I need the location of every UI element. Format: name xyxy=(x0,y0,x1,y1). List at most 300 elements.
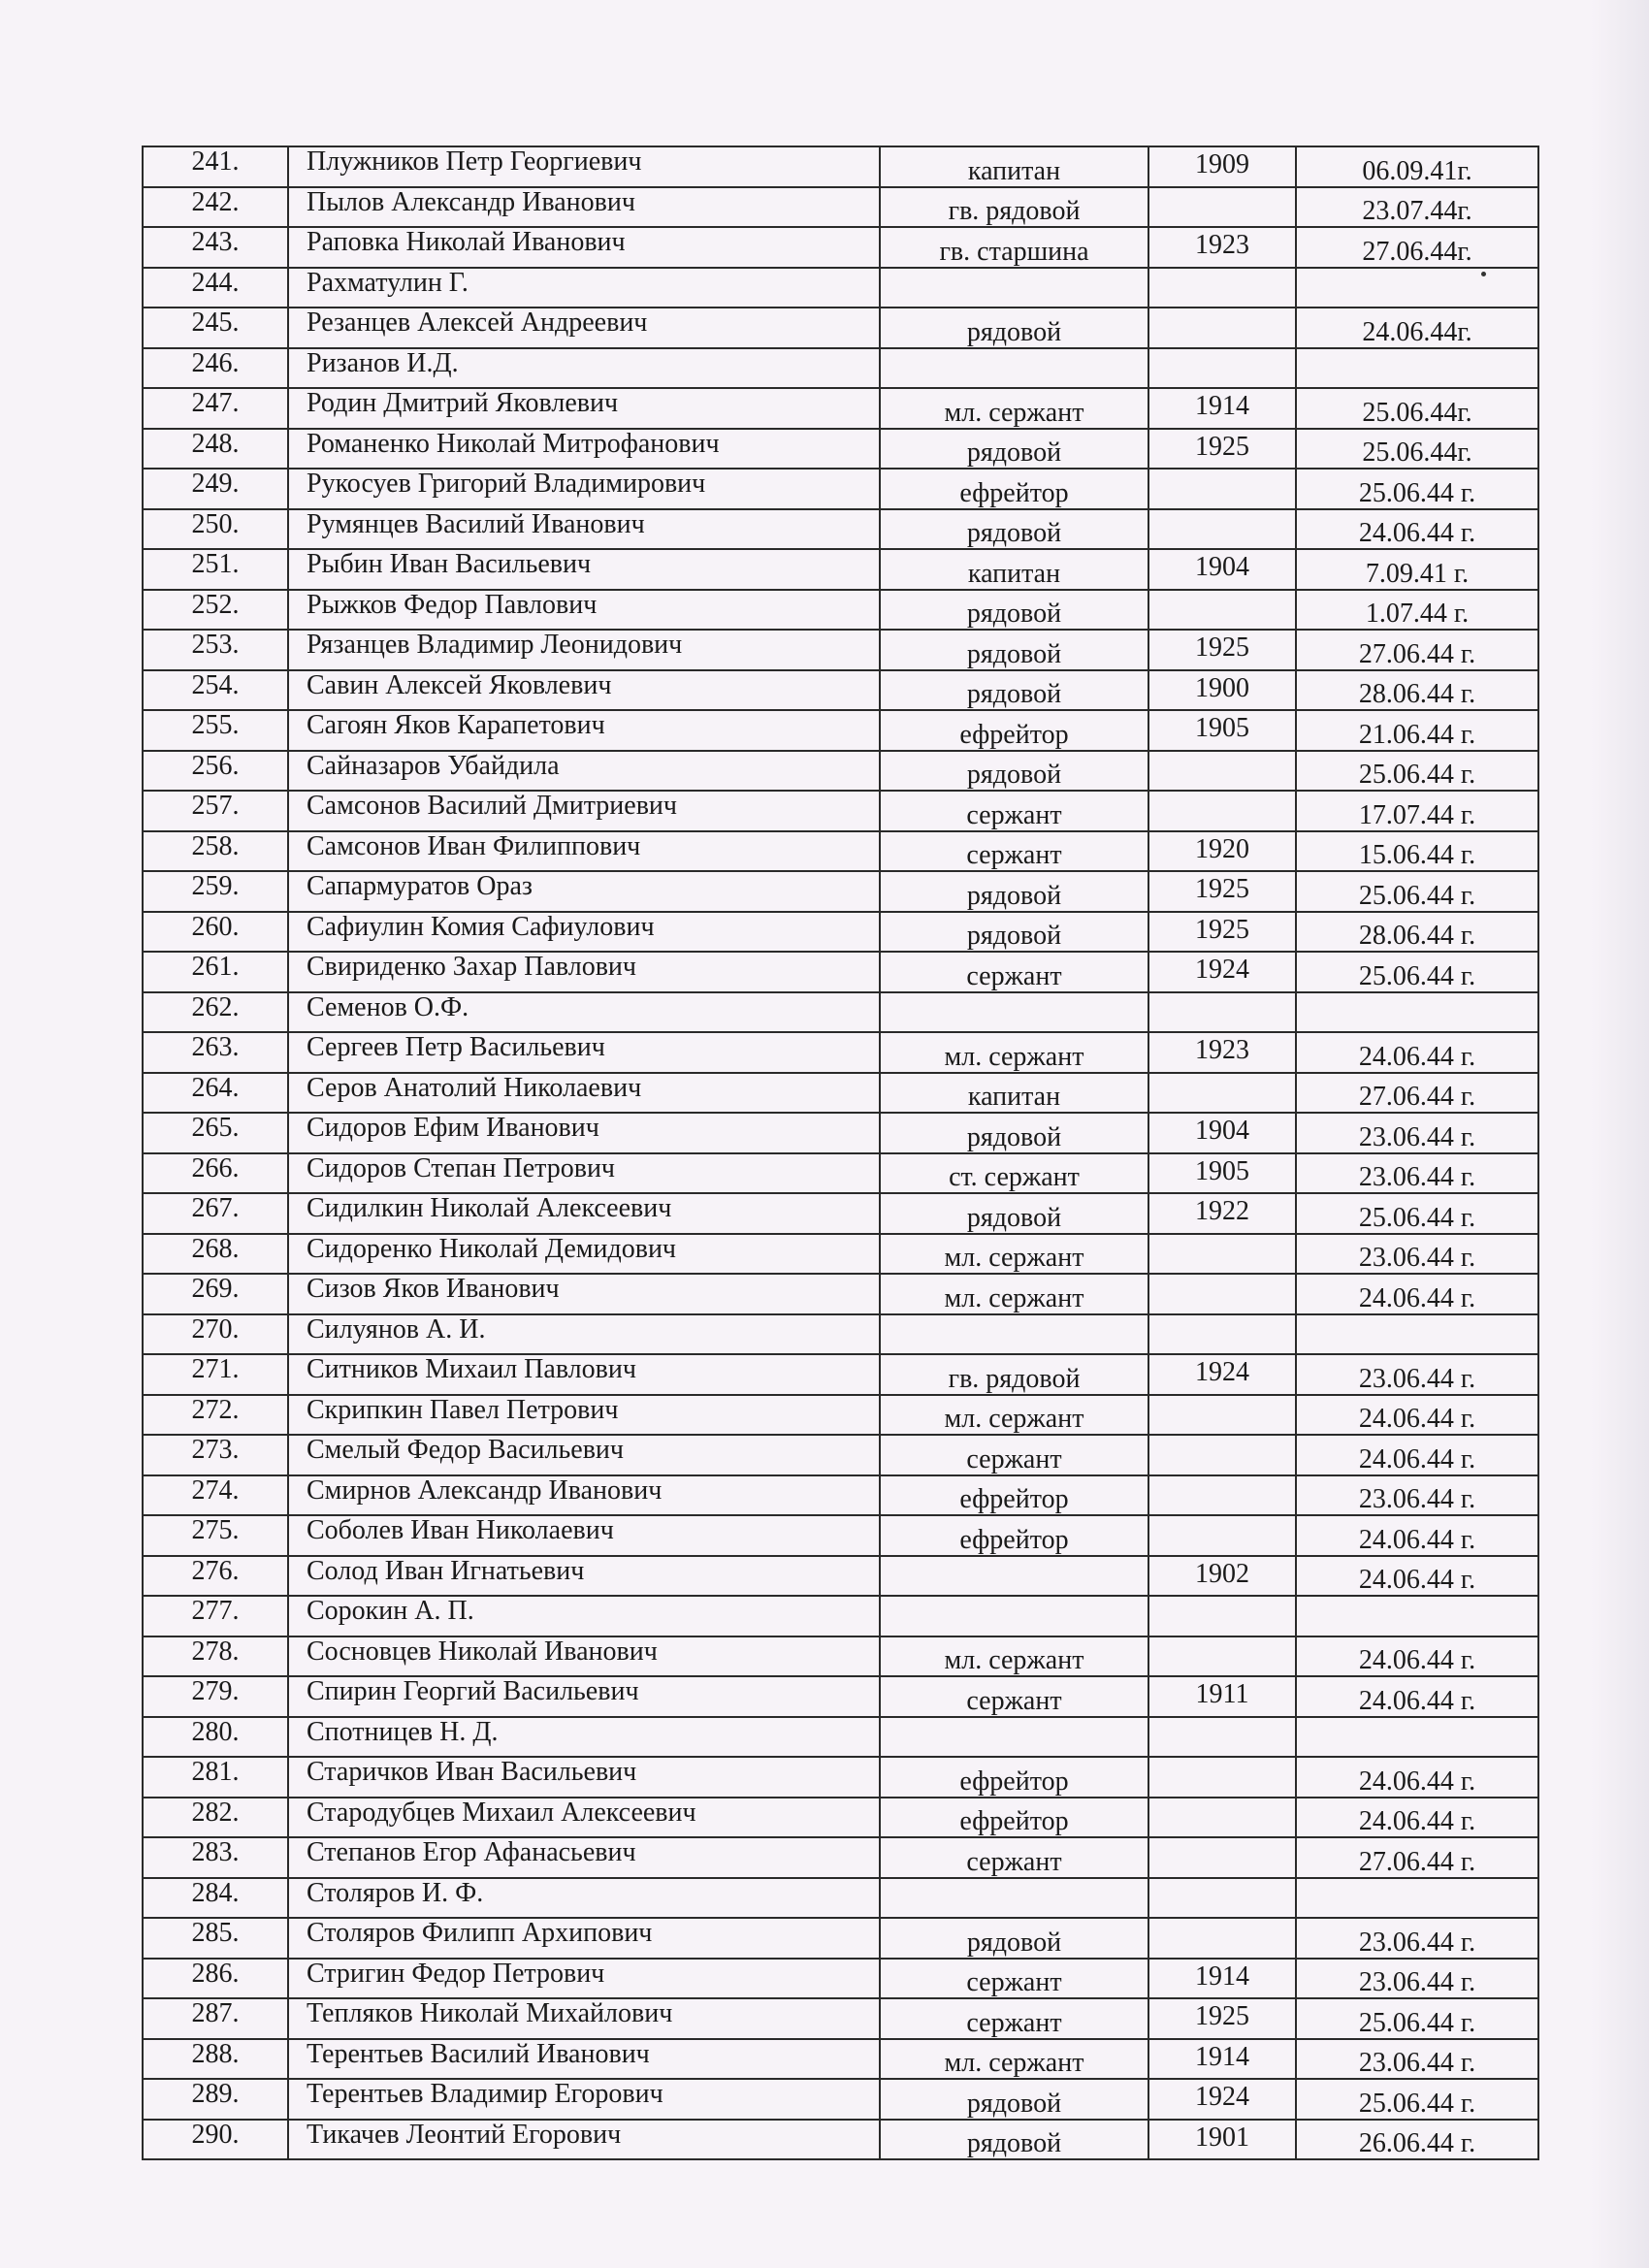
military-rank-cell xyxy=(880,1878,1148,1919)
date-of-death-cell: 24.06.44 г. xyxy=(1296,509,1538,550)
date-of-death-cell: 25.06.44г. xyxy=(1296,388,1538,429)
person-name-cell: Степанов Егор Афанасьевич xyxy=(288,1837,880,1878)
military-rank-cell xyxy=(880,1596,1148,1636)
row-number-cell: 264. xyxy=(143,1073,288,1114)
person-name-cell: Родин Дмитрий Яковлевич xyxy=(288,388,880,429)
table-row xyxy=(143,992,1538,1033)
birth-year-cell: 1924 xyxy=(1148,952,1296,992)
table-row xyxy=(143,1073,1538,1114)
person-name-cell: Спотницев Н. Д. xyxy=(288,1717,880,1758)
row-number-cell: 290. xyxy=(143,2120,288,2160)
date-of-death-cell: 24.06.44 г. xyxy=(1296,1515,1538,1556)
military-rank-cell: капитан xyxy=(880,549,1148,590)
date-of-death-cell: 06.09.41г. xyxy=(1296,146,1538,187)
row-number-cell: 267. xyxy=(143,1193,288,1234)
birth-year-cell xyxy=(1148,469,1296,509)
row-number-cell: 268. xyxy=(143,1234,288,1275)
person-name-cell: Сизов Яков Иванович xyxy=(288,1274,880,1314)
person-name-cell: Самсонов Василий Дмитриевич xyxy=(288,791,880,831)
table-row xyxy=(143,952,1538,992)
row-number-cell: 266. xyxy=(143,1153,288,1194)
row-number-cell: 288. xyxy=(143,2039,288,2080)
person-name-cell: Столяров Филипп Архипович xyxy=(288,1918,880,1959)
date-of-death-cell xyxy=(1296,992,1538,1033)
date-of-death-cell: 23.06.44 г. xyxy=(1296,1354,1538,1395)
table-row xyxy=(143,710,1538,751)
birth-year-cell xyxy=(1148,1798,1296,1838)
military-rank-cell: ефрейтор xyxy=(880,710,1148,751)
date-of-death-cell: 23.06.44 г. xyxy=(1296,1918,1538,1959)
person-name-cell: Рыбин Иван Васильевич xyxy=(288,549,880,590)
table-row xyxy=(143,1717,1538,1758)
date-of-death-cell: 23.06.44 г. xyxy=(1296,1475,1538,1516)
military-rank-cell xyxy=(880,268,1148,308)
military-rank-cell: рядовой xyxy=(880,509,1148,550)
birth-year-cell: 1925 xyxy=(1148,912,1296,953)
row-number-cell: 261. xyxy=(143,952,288,992)
row-number-cell: 278. xyxy=(143,1636,288,1677)
row-number-cell: 251. xyxy=(143,549,288,590)
person-name-cell: Рязанцев Владимир Леонидович xyxy=(288,630,880,670)
table-row xyxy=(143,1918,1538,1959)
table-row xyxy=(143,1878,1538,1919)
date-of-death-cell: 23.06.44 г. xyxy=(1296,1153,1538,1194)
birth-year-cell xyxy=(1148,1475,1296,1516)
military-rank-cell: мл. сержант xyxy=(880,2039,1148,2080)
row-number-cell: 276. xyxy=(143,1556,288,1597)
military-rank-cell: рядовой xyxy=(880,429,1148,470)
person-name-cell: Скрипкин Павел Петрович xyxy=(288,1395,880,1436)
table-row xyxy=(143,791,1538,831)
table-row xyxy=(143,1193,1538,1234)
row-number-cell: 253. xyxy=(143,630,288,670)
military-rank-cell: ефрейтор xyxy=(880,469,1148,509)
date-of-death-cell: 24.06.44 г. xyxy=(1296,1032,1538,1073)
person-name-cell: Сергеев Петр Васильевич xyxy=(288,1032,880,1073)
person-name-cell: Резанцев Алексей Андреевич xyxy=(288,308,880,348)
military-rank-cell: гв. старшина xyxy=(880,227,1148,268)
military-rank-cell: сержант xyxy=(880,1837,1148,1878)
date-of-death-cell: 24.06.44г. xyxy=(1296,308,1538,348)
person-name-cell: Соболев Иван Николаевич xyxy=(288,1515,880,1556)
table-row xyxy=(143,509,1538,550)
person-name-cell: Сайназаров Убайдила xyxy=(288,751,880,792)
person-name-cell: Семенов О.Ф. xyxy=(288,992,880,1033)
birth-year-cell xyxy=(1148,1515,1296,1556)
birth-year-cell: 1900 xyxy=(1148,670,1296,711)
date-of-death-cell xyxy=(1296,1314,1538,1355)
military-rank-cell: ефрейтор xyxy=(880,1515,1148,1556)
military-rank-cell: рядовой xyxy=(880,1918,1148,1959)
row-number-cell: 255. xyxy=(143,710,288,751)
birth-year-cell xyxy=(1148,1234,1296,1275)
birth-year-cell: 1925 xyxy=(1148,429,1296,470)
military-rank-cell: сержант xyxy=(880,1998,1148,2039)
military-rank-cell: сержант xyxy=(880,1676,1148,1717)
person-name-cell: Сидоренко Николай Демидович xyxy=(288,1234,880,1275)
person-name-cell: Сапармуратов Ораз xyxy=(288,871,880,912)
table-row xyxy=(143,630,1538,670)
birth-year-cell xyxy=(1148,1073,1296,1114)
table-row xyxy=(143,1757,1538,1798)
military-rank-cell: ефрейтор xyxy=(880,1757,1148,1798)
person-name-cell: Тепляков Николай Михайлович xyxy=(288,1998,880,2039)
table-row xyxy=(143,1274,1538,1314)
person-name-cell: Сорокин А. П. xyxy=(288,1596,880,1636)
person-name-cell: Плужников Петр Георгиевич xyxy=(288,146,880,187)
table-row xyxy=(143,1837,1538,1878)
row-number-cell: 257. xyxy=(143,791,288,831)
person-name-cell: Сафиулин Комия Сафиулович xyxy=(288,912,880,953)
table-row xyxy=(143,1676,1538,1717)
birth-year-cell: 1904 xyxy=(1148,1113,1296,1153)
row-number-cell: 252. xyxy=(143,590,288,631)
date-of-death-cell: 23.06.44 г. xyxy=(1296,1113,1538,1153)
birth-year-cell: 1923 xyxy=(1148,1032,1296,1073)
row-number-cell: 250. xyxy=(143,509,288,550)
row-number-cell: 280. xyxy=(143,1717,288,1758)
table-row xyxy=(143,1998,1538,2039)
table-row xyxy=(143,549,1538,590)
table-row xyxy=(143,1959,1538,1999)
birth-year-cell xyxy=(1148,1717,1296,1758)
military-rank-cell: рядовой xyxy=(880,871,1148,912)
military-rank-cell: мл. сержант xyxy=(880,1636,1148,1677)
person-name-cell: Сосновцев Николай Иванович xyxy=(288,1636,880,1677)
row-number-cell: 279. xyxy=(143,1676,288,1717)
row-number-cell: 271. xyxy=(143,1354,288,1395)
birth-year-cell xyxy=(1148,590,1296,631)
military-rank-cell xyxy=(880,1556,1148,1597)
table-row xyxy=(143,1153,1538,1194)
date-of-death-cell: 1.07.44 г. xyxy=(1296,590,1538,631)
table-row xyxy=(143,1435,1538,1475)
birth-year-cell: 1901 xyxy=(1148,2120,1296,2160)
row-number-cell: 272. xyxy=(143,1395,288,1436)
birth-year-cell xyxy=(1148,308,1296,348)
person-name-cell: Силуянов А. И. xyxy=(288,1314,880,1355)
birth-year-cell xyxy=(1148,1395,1296,1436)
row-number-cell: 287. xyxy=(143,1998,288,2039)
person-name-cell: Рахматулин Г. xyxy=(288,268,880,308)
date-of-death-cell: 24.06.44 г. xyxy=(1296,1757,1538,1798)
row-number-cell: 277. xyxy=(143,1596,288,1636)
date-of-death-cell: 21.06.44 г. xyxy=(1296,710,1538,751)
date-of-death-cell: 24.06.44 г. xyxy=(1296,1395,1538,1436)
date-of-death-cell: 26.06.44 г. xyxy=(1296,2120,1538,2160)
row-number-cell: 244. xyxy=(143,268,288,308)
military-rank-cell: ст. сержант xyxy=(880,1153,1148,1194)
person-name-cell: Стригин Федор Петрович xyxy=(288,1959,880,1999)
row-number-cell: 258. xyxy=(143,831,288,872)
date-of-death-cell: 28.06.44 г. xyxy=(1296,670,1538,711)
date-of-death-cell: 25.06.44 г. xyxy=(1296,1193,1538,1234)
page-edge-shadow xyxy=(1591,0,1649,2268)
military-rank-cell: рядовой xyxy=(880,2079,1148,2120)
birth-year-cell xyxy=(1148,1878,1296,1919)
person-name-cell: Ситников Михаил Павлович xyxy=(288,1354,880,1395)
birth-year-cell: 1925 xyxy=(1148,871,1296,912)
row-number-cell: 246. xyxy=(143,348,288,389)
military-rank-cell: рядовой xyxy=(880,1113,1148,1153)
military-rank-cell: рядовой xyxy=(880,1193,1148,1234)
date-of-death-cell: 24.06.44 г. xyxy=(1296,1556,1538,1597)
row-number-cell: 265. xyxy=(143,1113,288,1153)
birth-year-cell: 1909 xyxy=(1148,146,1296,187)
birth-year-cell: 1924 xyxy=(1148,2079,1296,2120)
military-rank-cell: ефрейтор xyxy=(880,1798,1148,1838)
person-name-cell: Тикачев Леонтий Егорович xyxy=(288,2120,880,2160)
birth-year-cell: 1905 xyxy=(1148,1153,1296,1194)
person-name-cell: Солод Иван Игнатьевич xyxy=(288,1556,880,1597)
row-number-cell: 281. xyxy=(143,1757,288,1798)
person-name-cell: Терентьев Владимир Егорович xyxy=(288,2079,880,2120)
birth-year-cell xyxy=(1148,1757,1296,1798)
military-rank-cell: рядовой xyxy=(880,630,1148,670)
date-of-death-cell: 25.06.44 г. xyxy=(1296,952,1538,992)
military-rank-cell: ефрейтор xyxy=(880,1475,1148,1516)
birth-year-cell: 1914 xyxy=(1148,388,1296,429)
table-row xyxy=(143,308,1538,348)
date-of-death-cell: 27.06.44 г. xyxy=(1296,630,1538,670)
table-row xyxy=(143,146,1538,187)
birth-year-cell xyxy=(1148,1636,1296,1677)
person-name-cell: Раповка Николай Иванович xyxy=(288,227,880,268)
birth-year-cell xyxy=(1148,187,1296,228)
row-number-cell: 243. xyxy=(143,227,288,268)
person-name-cell: Сидоров Степан Петрович xyxy=(288,1153,880,1194)
person-name-cell: Пылов Александр Иванович xyxy=(288,187,880,228)
birth-year-cell: 1923 xyxy=(1148,227,1296,268)
row-number-cell: 282. xyxy=(143,1798,288,1838)
row-number-cell: 241. xyxy=(143,146,288,187)
table-row xyxy=(143,2079,1538,2120)
table-row xyxy=(143,2120,1538,2160)
birth-year-cell: 1914 xyxy=(1148,1959,1296,1999)
table-row xyxy=(143,268,1538,308)
row-number-cell: 259. xyxy=(143,871,288,912)
person-name-cell: Терентьев Василий Иванович xyxy=(288,2039,880,2080)
table-row xyxy=(143,670,1538,711)
military-rank-cell: рядовой xyxy=(880,308,1148,348)
table-row xyxy=(143,1596,1538,1636)
table-row xyxy=(143,429,1538,470)
military-rank-cell: рядовой xyxy=(880,751,1148,792)
row-number-cell: 289. xyxy=(143,2079,288,2120)
date-of-death-cell: 28.06.44 г. xyxy=(1296,912,1538,953)
row-number-cell: 254. xyxy=(143,670,288,711)
birth-year-cell: 1911 xyxy=(1148,1676,1296,1717)
table-row xyxy=(143,1556,1538,1597)
person-name-cell: Свириденко Захар Павлович xyxy=(288,952,880,992)
person-name-cell: Ризанов И.Д. xyxy=(288,348,880,389)
person-name-cell: Стародубцев Михаил Алексеевич xyxy=(288,1798,880,1838)
military-rank-cell: рядовой xyxy=(880,912,1148,953)
birth-year-cell: 1904 xyxy=(1148,549,1296,590)
row-number-cell: 256. xyxy=(143,751,288,792)
person-name-cell: Смелый Федор Васильевич xyxy=(288,1435,880,1475)
row-number-cell: 286. xyxy=(143,1959,288,1999)
row-number-cell: 249. xyxy=(143,469,288,509)
row-number-cell: 274. xyxy=(143,1475,288,1516)
military-rank-cell: мл. сержант xyxy=(880,1274,1148,1314)
table-row xyxy=(143,590,1538,631)
military-rank-cell: сержант xyxy=(880,1959,1148,1999)
military-rank-cell: сержант xyxy=(880,791,1148,831)
table-row xyxy=(143,1636,1538,1677)
table-row xyxy=(143,348,1538,389)
row-number-cell: 284. xyxy=(143,1878,288,1919)
row-number-cell: 242. xyxy=(143,187,288,228)
row-number-cell: 285. xyxy=(143,1918,288,1959)
table-row xyxy=(143,1395,1538,1436)
table-row xyxy=(143,187,1538,228)
row-number-cell: 247. xyxy=(143,388,288,429)
birth-year-cell: 1902 xyxy=(1148,1556,1296,1597)
military-rank-cell: сержант xyxy=(880,831,1148,872)
date-of-death-cell: 7.09.41 г. xyxy=(1296,549,1538,590)
row-number-cell: 245. xyxy=(143,308,288,348)
date-of-death-cell: 25.06.44 г. xyxy=(1296,871,1538,912)
date-of-death-cell xyxy=(1296,1717,1538,1758)
date-of-death-cell: 27.06.44 г. xyxy=(1296,1837,1538,1878)
table-row xyxy=(143,1475,1538,1516)
military-rank-cell: рядовой xyxy=(880,670,1148,711)
military-rank-cell: гв. рядовой xyxy=(880,1354,1148,1395)
military-rank-cell: капитан xyxy=(880,1073,1148,1114)
table-row xyxy=(143,469,1538,509)
birth-year-cell: 1924 xyxy=(1148,1354,1296,1395)
date-of-death-cell: 24.06.44 г. xyxy=(1296,1676,1538,1717)
birth-year-cell xyxy=(1148,1596,1296,1636)
military-rank-cell: рядовой xyxy=(880,2120,1148,2160)
table-row xyxy=(143,1113,1538,1153)
person-name-cell: Румянцев Василий Иванович xyxy=(288,509,880,550)
table-row xyxy=(143,1515,1538,1556)
military-rank-cell xyxy=(880,992,1148,1033)
table-row xyxy=(143,1354,1538,1395)
date-of-death-cell: 24.06.44 г. xyxy=(1296,1798,1538,1838)
row-number-cell: 248. xyxy=(143,429,288,470)
date-of-death-cell: 23.06.44 г. xyxy=(1296,1959,1538,1999)
table-row xyxy=(143,1314,1538,1355)
row-number-cell: 275. xyxy=(143,1515,288,1556)
military-rank-cell: мл. сержант xyxy=(880,1395,1148,1436)
military-rank-cell: мл. сержант xyxy=(880,388,1148,429)
table-row xyxy=(143,1798,1538,1838)
date-of-death-cell: 25.06.44г. xyxy=(1296,429,1538,470)
table-row xyxy=(143,751,1538,792)
table-row xyxy=(143,2039,1538,2080)
table-row xyxy=(143,831,1538,872)
birth-year-cell xyxy=(1148,1918,1296,1959)
row-number-cell: 260. xyxy=(143,912,288,953)
row-number-cell: 270. xyxy=(143,1314,288,1355)
birth-year-cell xyxy=(1148,1274,1296,1314)
person-name-cell: Рыжков Федор Павлович xyxy=(288,590,880,631)
date-of-death-cell: 25.06.44 г. xyxy=(1296,751,1538,792)
roster-table-body xyxy=(143,146,1538,2159)
birth-year-cell: 1925 xyxy=(1148,630,1296,670)
birth-year-cell xyxy=(1148,509,1296,550)
birth-year-cell xyxy=(1148,268,1296,308)
person-name-cell: Столяров И. Ф. xyxy=(288,1878,880,1919)
person-name-cell: Сидоров Ефим Иванович xyxy=(288,1113,880,1153)
person-name-cell: Спирин Георгий Васильевич xyxy=(288,1676,880,1717)
date-of-death-cell xyxy=(1296,268,1538,308)
date-of-death-cell: 25.06.44 г. xyxy=(1296,1998,1538,2039)
birth-year-cell xyxy=(1148,791,1296,831)
date-of-death-cell: 27.06.44 г. xyxy=(1296,1073,1538,1114)
row-number-cell: 262. xyxy=(143,992,288,1033)
military-rank-cell xyxy=(880,1717,1148,1758)
person-name-cell: Савин Алексей Яковлевич xyxy=(288,670,880,711)
date-of-death-cell: 25.06.44 г. xyxy=(1296,2079,1538,2120)
date-of-death-cell: 25.06.44 г. xyxy=(1296,469,1538,509)
date-of-death-cell: 23.06.44 г. xyxy=(1296,1234,1538,1275)
table-row xyxy=(143,871,1538,912)
person-name-cell: Смирнов Александр Иванович xyxy=(288,1475,880,1516)
military-rank-cell: гв. рядовой xyxy=(880,187,1148,228)
military-rank-cell xyxy=(880,1314,1148,1355)
date-of-death-cell xyxy=(1296,1596,1538,1636)
person-name-cell: Самсонов Иван Филиппович xyxy=(288,831,880,872)
row-number-cell: 283. xyxy=(143,1837,288,1878)
birth-year-cell xyxy=(1148,1837,1296,1878)
row-number-cell: 269. xyxy=(143,1274,288,1314)
date-of-death-cell: 17.07.44 г. xyxy=(1296,791,1538,831)
row-number-cell: 273. xyxy=(143,1435,288,1475)
table-row xyxy=(143,227,1538,268)
birth-year-cell xyxy=(1148,348,1296,389)
person-name-cell: Рукосуев Григорий Владимирович xyxy=(288,469,880,509)
date-of-death-cell: 24.06.44 г. xyxy=(1296,1435,1538,1475)
birth-year-cell xyxy=(1148,1314,1296,1355)
birth-year-cell xyxy=(1148,751,1296,792)
date-of-death-cell: 24.06.44 г. xyxy=(1296,1636,1538,1677)
person-name-cell: Сидилкин Николай Алексеевич xyxy=(288,1193,880,1234)
military-rank-cell: мл. сержант xyxy=(880,1234,1148,1275)
date-of-death-cell: 27.06.44г. xyxy=(1296,227,1538,268)
date-of-death-cell xyxy=(1296,348,1538,389)
table-row xyxy=(143,912,1538,953)
table-row xyxy=(143,388,1538,429)
military-rank-cell xyxy=(880,348,1148,389)
birth-year-cell xyxy=(1148,992,1296,1033)
military-rank-cell: капитан xyxy=(880,146,1148,187)
roster-table xyxy=(142,146,1539,2160)
military-rank-cell: мл. сержант xyxy=(880,1032,1148,1073)
birth-year-cell: 1925 xyxy=(1148,1998,1296,2039)
birth-year-cell: 1905 xyxy=(1148,710,1296,751)
birth-year-cell: 1914 xyxy=(1148,2039,1296,2080)
table-row xyxy=(143,1234,1538,1275)
table-row xyxy=(143,1032,1538,1073)
military-rank-cell: сержант xyxy=(880,952,1148,992)
person-name-cell: Романенко Николай Митрофанович xyxy=(288,429,880,470)
date-of-death-cell xyxy=(1296,1878,1538,1919)
date-of-death-cell: 15.06.44 г. xyxy=(1296,831,1538,872)
birth-year-cell xyxy=(1148,1435,1296,1475)
military-rank-cell: сержант xyxy=(880,1435,1148,1475)
date-of-death-cell: 24.06.44 г. xyxy=(1296,1274,1538,1314)
person-name-cell: Сагоян Яков Карапетович xyxy=(288,710,880,751)
row-number-cell: 263. xyxy=(143,1032,288,1073)
date-of-death-cell: 23.07.44г. xyxy=(1296,187,1538,228)
person-name-cell: Старичков Иван Васильевич xyxy=(288,1757,880,1798)
person-name-cell: Серов Анатолий Николаевич xyxy=(288,1073,880,1114)
date-of-death-cell: 23.06.44 г. xyxy=(1296,2039,1538,2080)
